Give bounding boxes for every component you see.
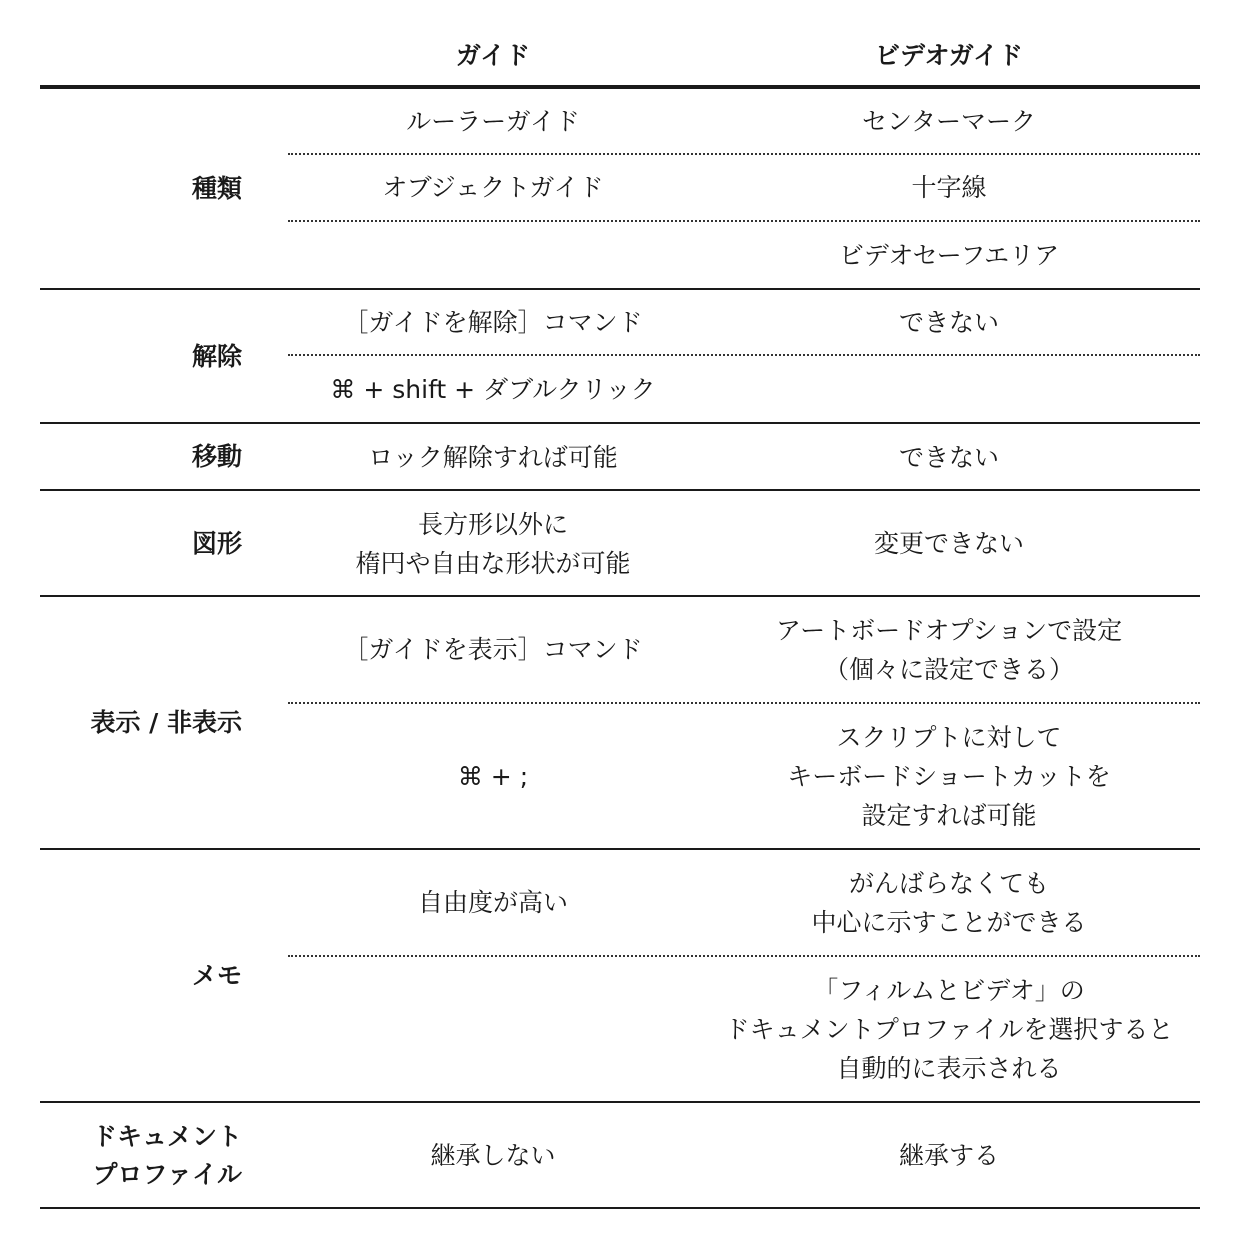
cell-guide: ⌘ + ;	[457, 761, 529, 791]
cell-guide: ロック解除すれば可能	[368, 442, 618, 472]
cell-guide: 長方形以外に 楕円や自由な形状が可能	[355, 509, 631, 578]
cell-guide: 自由度が高い	[417, 888, 568, 917]
row-label-memo: メモ	[191, 961, 242, 990]
column-header-guide: ガイド	[455, 41, 531, 70]
cell-video-guide: アートボードオプションで設定 （個々に設定できる）	[775, 615, 1123, 684]
cell-guide: ⌘ + shift + ダブルクリック	[330, 374, 656, 404]
cell-video-guide: 継承する	[898, 1141, 999, 1170]
cell-guide: ［ガイドを解除］コマンド	[343, 307, 643, 337]
cell-video-guide: 「フィルムとビデオ」の ドキュメントプロファイルを選択すると 自動的に表示される	[724, 975, 1174, 1083]
cell-guide: ルーラーガイド	[406, 107, 580, 136]
row-label-types: 種類	[191, 174, 242, 203]
cell-video-guide: ビデオセーフエリア	[838, 240, 1060, 270]
cell-guide: ［ガイドを表示］コマンド	[343, 635, 643, 664]
cell-guide	[288, 957, 698, 1101]
row-label-document-profile: ドキュメント プロファイル	[91, 1121, 242, 1189]
cell-video-guide	[698, 356, 1200, 422]
cell-video-guide: 十字線	[911, 173, 987, 202]
cell-guide	[288, 222, 698, 288]
row-label-remove: 解除	[191, 341, 242, 371]
row-label-move: 移動	[191, 442, 242, 471]
cell-video-guide: センターマーク	[861, 107, 1036, 136]
cell-video-guide: がんばらなくても 中心に示すことができる	[811, 868, 1087, 937]
row-label-show-hide: 表示 / 非表示	[90, 708, 242, 737]
row-label-shape: 図形	[191, 528, 242, 558]
column-header-video-guide: ビデオガイド	[874, 41, 1023, 70]
cell-guide: オブジェクトガイド	[382, 173, 604, 202]
cell-guide: 継承しない	[430, 1141, 556, 1170]
cell-video-guide: できない	[898, 307, 999, 337]
cell-video-guide: スクリプトに対して キーボードショートカットを 設定すれば可能	[787, 722, 1111, 830]
table-bottom-rule	[40, 1207, 1200, 1209]
cell-video-guide: できない	[898, 442, 999, 472]
cell-video-guide: 変更できない	[873, 529, 1024, 558]
